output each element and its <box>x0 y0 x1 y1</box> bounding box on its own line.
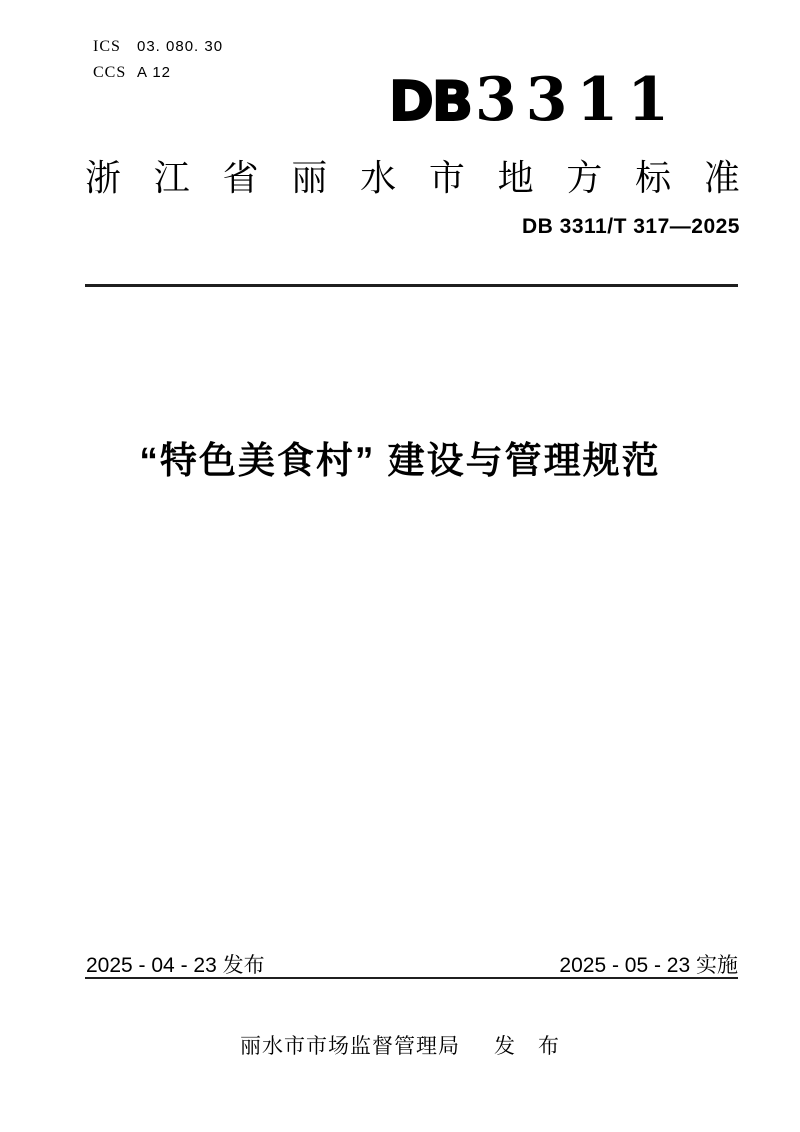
standard-type-char: 水 <box>360 157 397 198</box>
standard-type-char: 江 <box>153 157 190 198</box>
db-logo-prefix: DB <box>389 70 471 133</box>
standard-type-char: 市 <box>428 157 465 198</box>
ics-code <box>93 34 223 60</box>
ccs-value: A 12 <box>137 64 172 81</box>
classification-codes <box>93 34 223 86</box>
standard-type-char: 标 <box>635 157 672 198</box>
footer-divider <box>85 977 738 979</box>
db-logo-number: 3311 <box>475 65 678 135</box>
implementation-date: 2025 - 05 - 23 实施 <box>559 954 738 977</box>
ics-value: 03. 080. 30 <box>137 38 224 55</box>
document-number: DB 3311/T 317—2025 <box>522 215 740 238</box>
ccs-code <box>93 60 223 86</box>
standard-type-title <box>85 150 740 201</box>
document-title: “特色美食村” 建设与管理规范 <box>139 440 661 481</box>
issue-date: 2025 - 04 - 23 发布 <box>86 954 265 977</box>
dates-row <box>86 949 738 979</box>
issuer-name: 丽水市市场监督管理局 <box>240 1035 460 1058</box>
issuer-row <box>0 1030 800 1060</box>
ccs-label: CCS <box>93 64 127 81</box>
standard-type-char: 浙 <box>85 157 122 198</box>
header-divider <box>85 284 738 287</box>
standard-type-char: 准 <box>703 157 740 198</box>
ics-label: ICS <box>93 38 121 55</box>
publish-label: 发 布 <box>494 1035 560 1058</box>
standard-type-char: 方 <box>566 157 603 198</box>
standard-type-char: 地 <box>497 157 534 198</box>
standard-type-char: 丽 <box>291 157 328 198</box>
db-standard-logo <box>389 65 678 135</box>
standard-type-char: 省 <box>222 157 259 198</box>
